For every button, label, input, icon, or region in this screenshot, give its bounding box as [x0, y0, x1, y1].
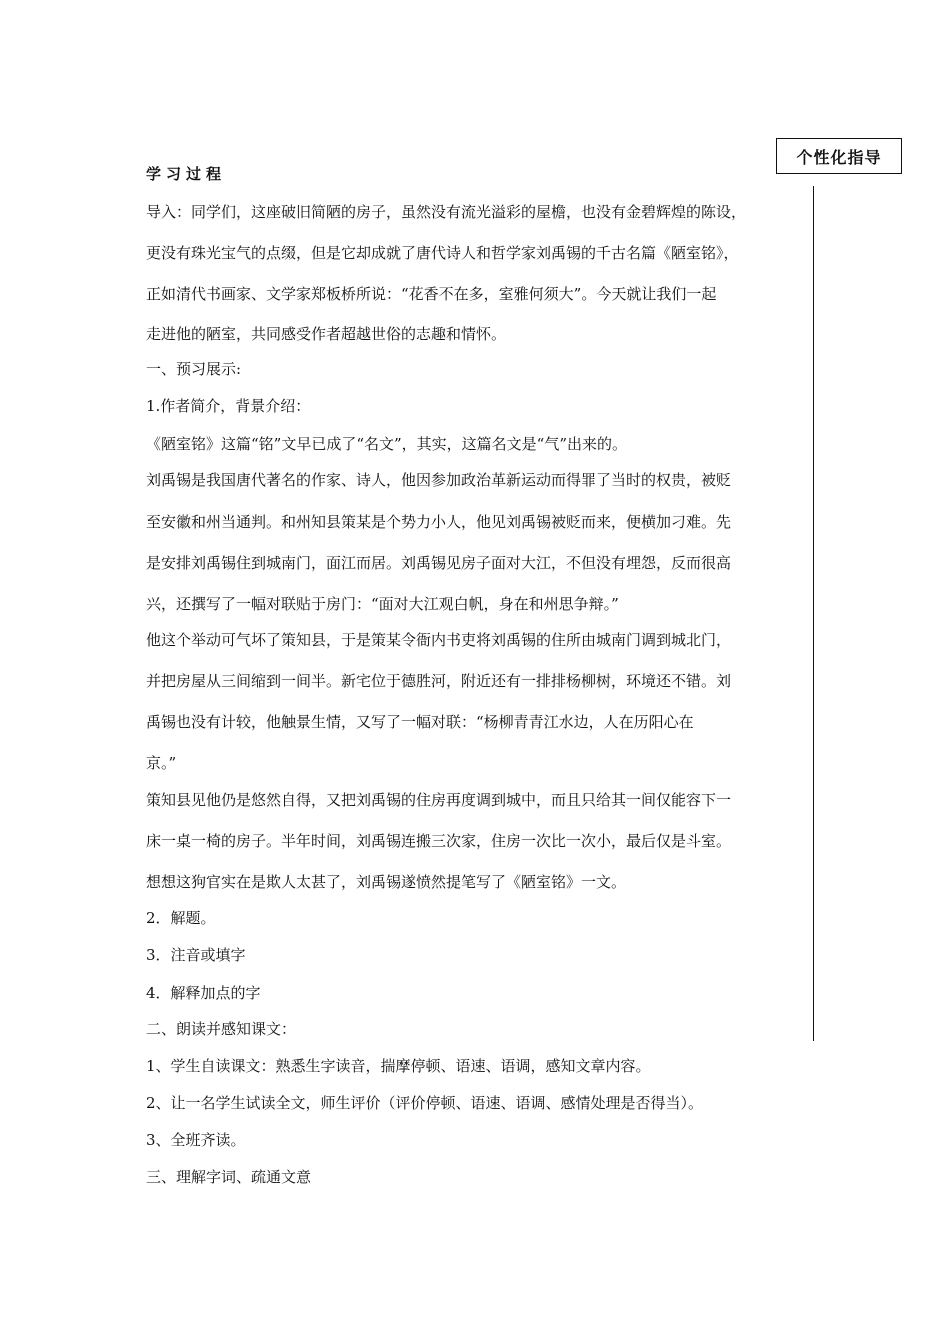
text-line: 更没有珠光宝气的点缀，但是它却成就了唐代诗人和哲学家刘禹锡的千古名篇《陋室铭》，: [146, 244, 739, 262]
text-line: 策知县见他仍是悠然自得，又把刘禹锡的住房再度调到城中，而且只给其一间仅能容下一: [146, 791, 732, 809]
personalized-guidance-label: 个性化指导: [776, 138, 902, 174]
text-line: 3．注音或填字: [146, 946, 246, 964]
text-line: 走进他的陋室，共同感受作者超越世俗的志趣和情怀。: [146, 325, 507, 343]
margin-divider: [813, 186, 814, 1041]
text-line: 导入：同学们，这座破旧简陋的房子，虽然没有流光溢彩的屋檐，也没有金碧辉煌的陈设，: [146, 203, 747, 221]
text-line: 禹锡也没有计较，他触景生情，又写了一幅对联：“杨柳青青江水边，人在历阳心在: [146, 713, 694, 731]
text-line: 刘禹锡是我国唐代著名的作家、诗人，他因参加政治革新运动而得罪了当时的权贵，被贬: [146, 471, 732, 489]
text-line: 2、让一名学生试读全文，师生评价（评价停顿、语速、语调、感情处理是否得当）。: [146, 1094, 704, 1112]
text-line: 床一桌一椅的房子。半年时间，刘禹锡连搬三次家，住房一次比一次小，最后仅是斗室。: [146, 832, 732, 850]
text-line: 3、全班齐读。: [146, 1131, 246, 1149]
text-line: 1、学生自读课文：熟悉生字读音，揣摩停顿、语速、语调，感知文章内容。: [146, 1057, 651, 1075]
text-line: 京。”: [146, 754, 177, 772]
text-line: 二、朗读并感知课文：: [146, 1020, 297, 1038]
text-line: 三、理解字词、疏通文意: [146, 1168, 312, 1186]
text-line: 并把房屋从三间缩到一间半。新宅位于德胜河，附近还有一排排杨柳树，环境还不错。刘: [146, 672, 732, 690]
text-line: 想想这狗官实在是欺人太甚了，刘禹锡遂愤然提笔写了《陋室铭》一文。: [146, 873, 627, 891]
text-line: 2．解题。: [146, 909, 216, 927]
section-title: 学习过程: [146, 165, 227, 183]
text-line: 一、预习展示:: [146, 360, 242, 378]
text-line: 至安徽和州当通判。和州知县策某是个势力小人，他见刘禹锡被贬而来，便横加刁难。先: [146, 513, 732, 531]
text-line: 4．解释加点的字: [146, 984, 261, 1002]
text-line: 正如清代书画家、文学家郑板桥所说：“花香不在多，室雅何须大”。今天就让我们一起: [146, 285, 717, 303]
text-line: 他这个举动可气坏了策知县，于是策某令衙内书吏将刘禹锡的住所由城南门调到城北门，: [146, 631, 732, 649]
text-line: 兴，还撰写了一幅对联贴于房门：“面对大江观白帆，身在和州思争辩。”: [146, 595, 619, 613]
text-line: 1.作者简介，背景介绍：: [146, 397, 311, 415]
text-line: 是安排刘禹锡住到城南门，面江而居。刘禹锡见房子面对大江，不但没有埋怨，反而很高: [146, 554, 732, 572]
text-line: 《陋室铭》这篇“铭”文早已成了“名文”，其实，这篇名文是“气”出来的。: [146, 435, 628, 453]
